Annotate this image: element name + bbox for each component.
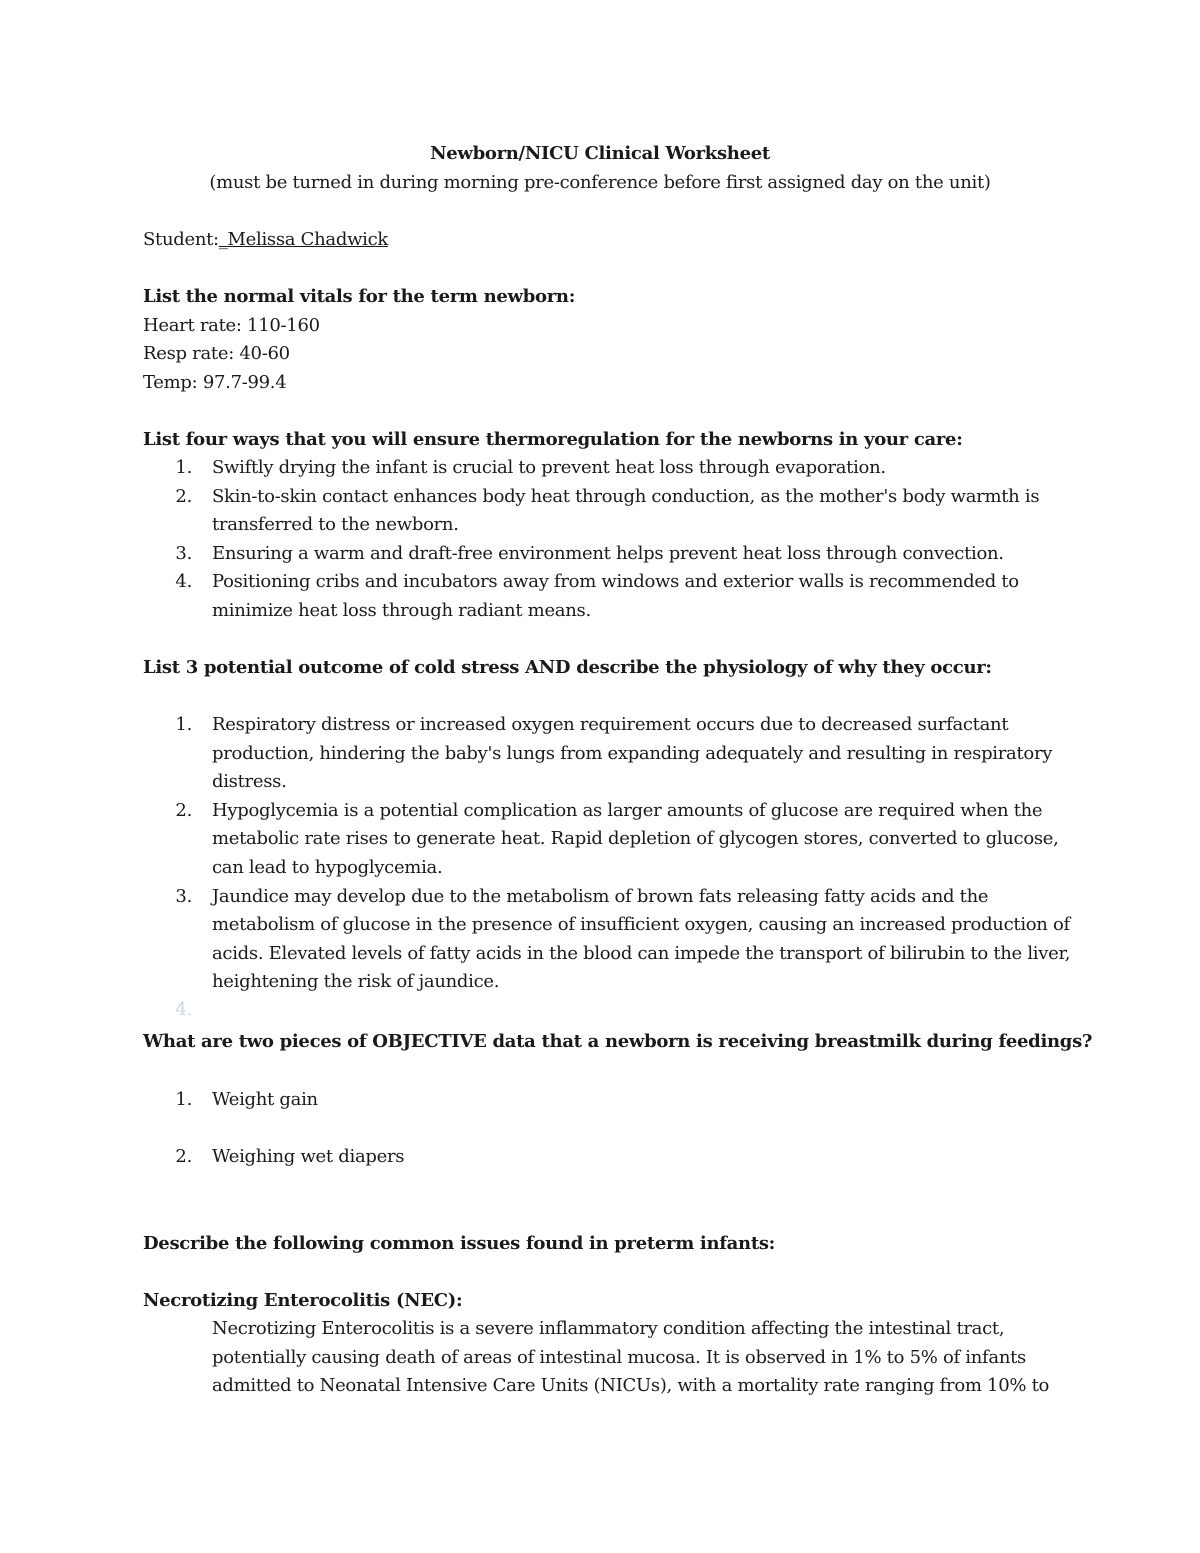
list-number: 1. [175, 457, 192, 478]
nec-heading: Necrotizing Enterocolitis (NEC): [143, 1290, 463, 1311]
list-item-continued: heightening the risk of jaundice. [212, 971, 500, 992]
list-number: 3. [175, 886, 192, 907]
thermo-heading: List four ways that you will ensure thermoregulation for the newborns in your care: [143, 429, 963, 450]
nec-paragraph-line: potentially causing death of areas of intestinal mucosa. It is observed in 1% to 5% of infants [212, 1347, 1026, 1368]
list-item: Respiratory distress or increased oxygen requirement occurs due to decreased surfactant [212, 714, 1009, 735]
vitals-heading: List the normal vitals for the term newborn: [143, 286, 576, 307]
list-item: Ensuring a warm and draft-free environment helps prevent heat loss through convection. [212, 543, 1004, 564]
list-number: 1. [175, 714, 192, 735]
empty-list-number: 4. [175, 999, 192, 1020]
cold-stress-heading: List 3 potential outcome of cold stress AND describe the physiology of why they occur: [143, 657, 992, 678]
list-item-continued: metabolic rate rises to generate heat. Rapid depletion of glycogen stores, converted to glucose, [212, 828, 1059, 849]
preterm-heading: Describe the following common issues found in preterm infants: [143, 1233, 776, 1254]
list-item: Hypoglycemia is a potential complication as larger amounts of glucose are required when the [212, 800, 1043, 821]
nec-paragraph-line: Necrotizing Enterocolitis is a severe inflammatory condition affecting the intestinal tract, [212, 1318, 1005, 1339]
student-line [143, 229, 388, 251]
nec-paragraph-line: admitted to Neonatal Intensive Care Units (NICUs), with a mortality rate ranging from 10% to [212, 1375, 1050, 1396]
heart-rate: Heart rate: 110-160 [143, 315, 320, 336]
list-number: 2. [175, 1146, 192, 1167]
resp-rate: Resp rate: 40-60 [143, 343, 290, 364]
list-item: Positioning cribs and incubators away from windows and exterior walls is recommended to [212, 571, 1019, 592]
list-number: 2. [175, 800, 192, 821]
list-number: 3. [175, 543, 192, 564]
list-item-continued: metabolism of glucose in the presence of insufficient oxygen, causing an increased production of [212, 914, 1070, 935]
list-number: 1. [175, 1089, 192, 1110]
list-number: 2. [175, 486, 192, 507]
list-item: Weighing wet diapers [212, 1146, 405, 1167]
list-item: Skin-to-skin contact enhances body heat through conduction, as the mother's body warmth is [212, 486, 1040, 507]
list-item-continued: acids. Elevated levels of fatty acids in the blood can impede the transport of bilirubin to the liver, [212, 943, 1071, 964]
list-item: Weight gain [212, 1089, 318, 1110]
list-number: 4. [175, 571, 192, 592]
list-item-continued: production, hindering the baby's lungs from expanding adequately and resulting in respiratory [212, 743, 1053, 764]
page-subtitle: (must be turned in during morning pre-conference before first assigned day on the unit) [209, 172, 991, 193]
student-name: _Melissa Chadwick [218, 229, 389, 250]
list-item-continued: transferred to the newborn. [212, 514, 459, 535]
list-item: Swiftly drying the infant is crucial to prevent heat loss through evaporation. [212, 457, 886, 478]
list-item-continued: minimize heat loss through radiant means. [212, 600, 591, 621]
list-item: Jaundice may develop due to the metabolism of brown fats releasing fatty acids and the [212, 886, 989, 907]
temp: Temp: 97.7-99.4 [143, 372, 287, 393]
list-item-continued: distress. [212, 771, 287, 792]
breastmilk-heading: What are two pieces of OBJECTIVE data that a newborn is receiving breastmilk during feedings? [143, 1031, 1093, 1052]
page-title: Newborn/NICU Clinical Worksheet [430, 143, 770, 164]
list-item-continued: can lead to hypoglycemia. [212, 857, 443, 878]
student-label: Student: [143, 229, 219, 250]
